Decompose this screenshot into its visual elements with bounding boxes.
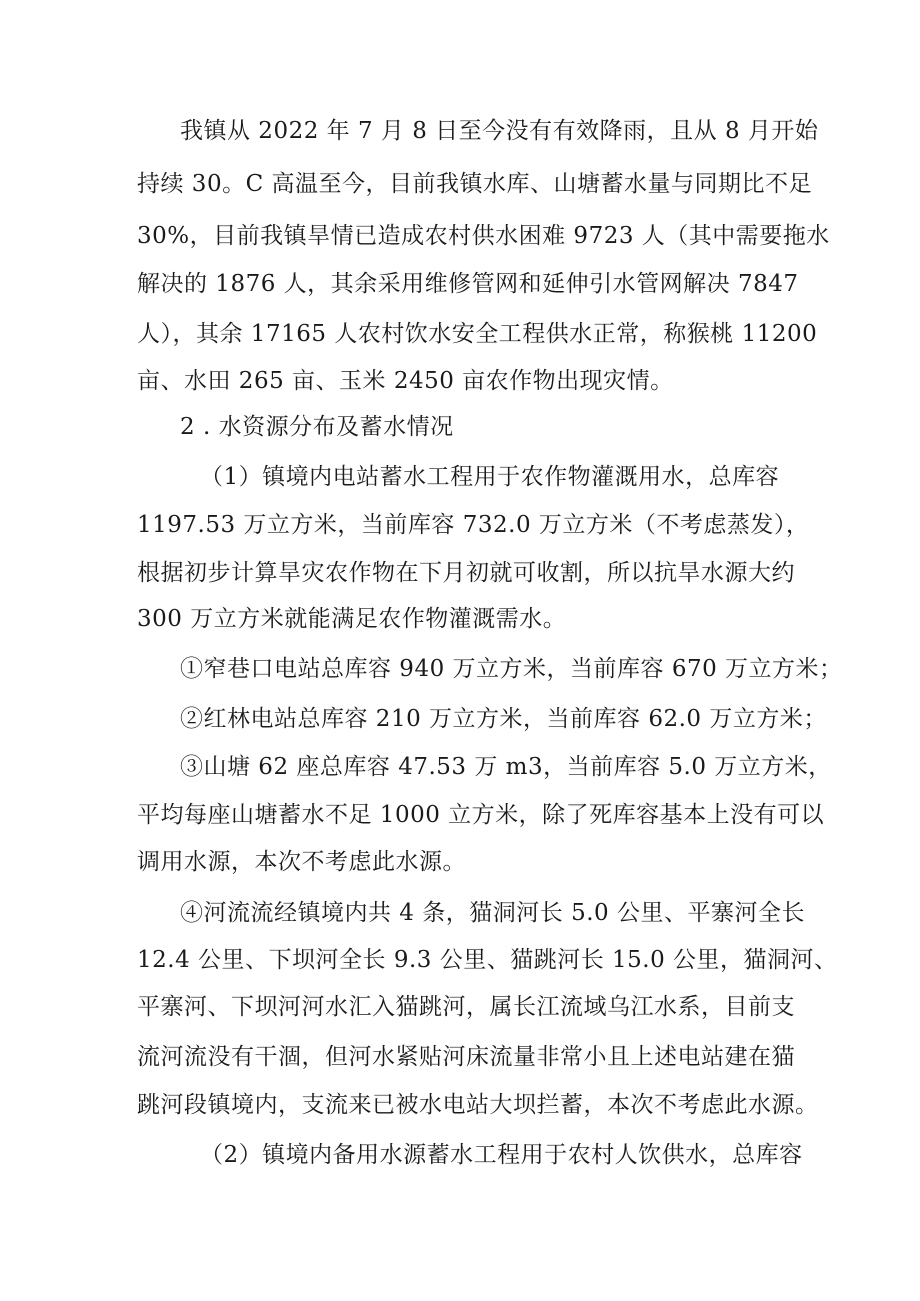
- text-line-19: 平寨河、下坝河河水汇入猫跳河，属长江流域乌江水系，目前支: [137, 994, 795, 1020]
- text-line-6: 亩、水田 265 亩、玉米 2450 亩农作物出现灾情。: [137, 368, 674, 394]
- text-line-9: 1197.53 万立方米，当前库容 732.0 万立方米（不考虑蒸发），: [137, 512, 810, 538]
- text-line-12: ①窄巷口电站总库容 940 万立方米，当前库容 670 万立方米；: [180, 656, 843, 682]
- text-line-18: 12.4 公里、下坝河全长 9.3 公里、猫跳河长 15.0 公里，猫洞河、: [137, 947, 838, 973]
- text-line-1: 我镇从 2022 年 7 月 8 日至今没有有效降雨，且从 8 月开始: [180, 118, 819, 144]
- section-heading: 2 . 水资源分布及蓄水情况: [180, 414, 454, 440]
- text-line-16: 调用水源，本次不考虑此水源。: [137, 849, 466, 875]
- text-line-21: 跳河段镇境内，支流来已被水电站大坝拦蓄，本次不考虑此水源。: [137, 1092, 819, 1118]
- text-line-13: ②红林电站总库容 210 万立方米，当前库容 62.0 万立方米；: [180, 706, 827, 732]
- text-line-22: （2）镇境内备用水源蓄水工程用于农村人饮供水，总库容: [200, 1142, 803, 1168]
- text-line-10: 根据初步计算旱灾农作物在下月初就可收割，所以抗旱水源大约: [137, 560, 795, 586]
- text-line-5: 人），其余 17165 人农村饮水安全工程供水正常，称猴桃 11200: [137, 321, 818, 347]
- text-line-14: ③山塘 62 座总库容 47.53 万 m3，当前库容 5.0 万立方米，: [180, 754, 832, 780]
- text-line-20: 流河流没有干涸，但河水紧贴河床流量非常小且上述电站建在猫: [137, 1044, 795, 1070]
- text-line-17: ④河流流经镇境内共 4 条，猫洞河长 5.0 公里、平寨河全长: [180, 900, 805, 926]
- text-line-2: 持续 30。C 高温至今，目前我镇水库、山塘蓄水量与同期比不足: [137, 171, 812, 197]
- text-line-11: 300 万立方米就能满足农作物灌溉需水。: [137, 606, 567, 632]
- text-line-4: 解决的 1876 人，其余采用维修管网和延伸引水管网解决 7847: [137, 271, 799, 297]
- text-line-15: 平均每座山塘蓄水不足 1000 立方米，除了死库容基本上没有可以: [137, 802, 825, 828]
- text-line-8: （1）镇境内电站蓄水工程用于农作物灌溉用水，总库容: [200, 464, 780, 490]
- text-line-3: 30%，目前我镇旱情已造成农村供水困难 9723 人（其中需要拖水: [137, 223, 830, 249]
